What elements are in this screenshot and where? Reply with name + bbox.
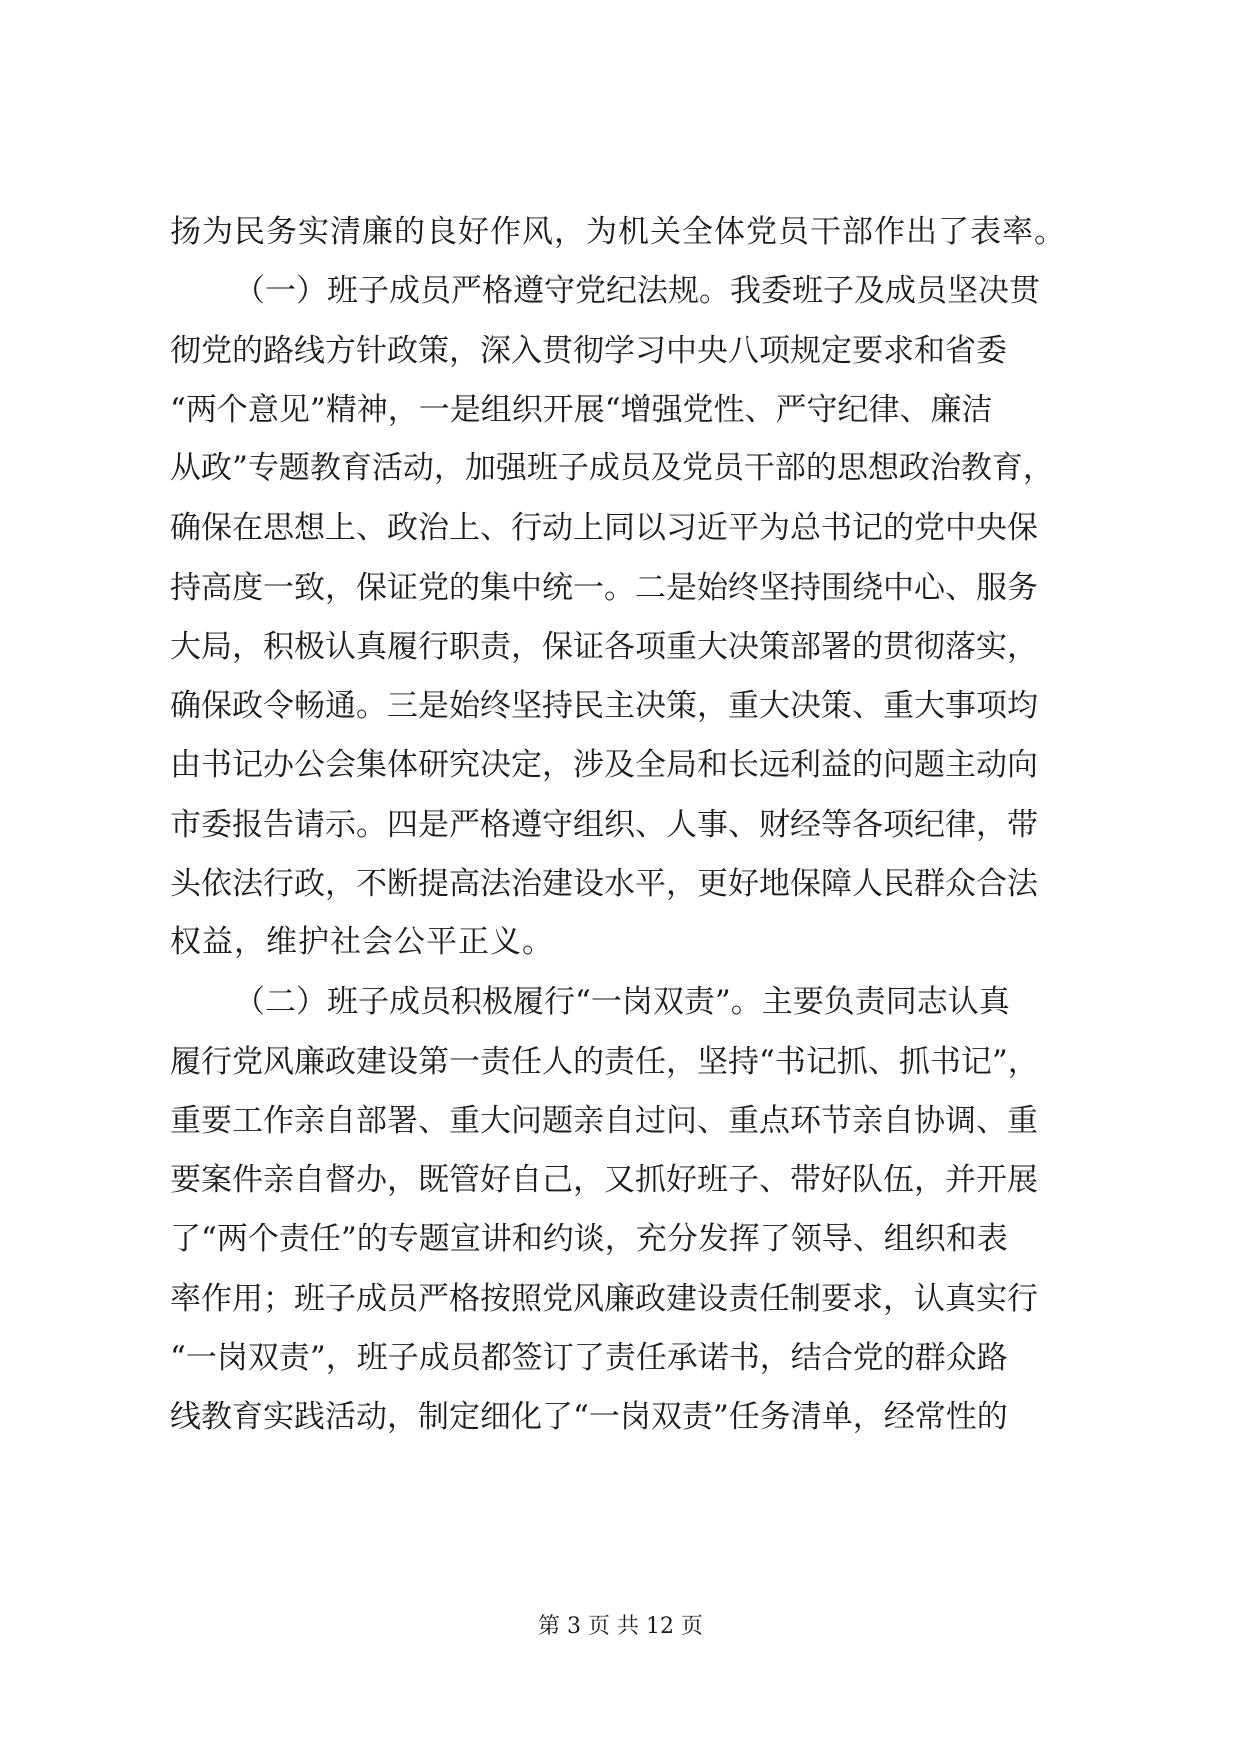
text-line: 了“两个责任”的专题宣讲和约谈，充分发挥了领导、组织和表 xyxy=(170,1221,1008,1257)
text-line: 要案件亲自督办，既管好自己，又抓好班子、带好队伍，并开展 xyxy=(170,1162,1038,1198)
paragraph-1-first-line: （一）班子成员严格遵守党纪法规。我委班子及成员坚决贯 xyxy=(234,273,1040,309)
text-line: 从政”专题教育活动，加强班子成员及党员干部的思想政治教育， xyxy=(170,450,1054,486)
text-line: “一岗双责”，班子成员都签订了责任承诺书，结合党的群众路 xyxy=(170,1340,1008,1376)
text-line: 市委报告请示。四是严格遵守组织、人事、财经等各项纪律，带 xyxy=(170,807,1038,843)
page-number-footer: 第 3 页 共 12 页 xyxy=(538,1614,703,1639)
text-line: 确保在思想上、政治上、行动上同以习近平为总书记的党中央保 xyxy=(170,510,1038,546)
text-line: 头依法行政，不断提高法治建设水平，更好地保障人民群众合法 xyxy=(170,866,1038,902)
text-line: 确保政令畅通。三是始终坚持民主决策，重大决策、重大事项均 xyxy=(170,688,1038,724)
paragraph-2-first-line: （二）班子成员积极履行“一岗双责”。主要负责同志认真 xyxy=(234,984,1010,1020)
text-line: 线教育实践活动，制定细化了“一岗双责”任务清单，经常性的 xyxy=(170,1399,1008,1435)
text-line: 持高度一致，保证党的集中统一。二是始终坚持围绕中心、服务 xyxy=(170,570,1038,606)
text-line: 扬为民务实清廉的良好作风，为机关全体党员干部作出了表率。 xyxy=(170,214,1066,250)
text-line: 率作用；班子成员严格按照党风廉政建设责任制要求，认真实行 xyxy=(170,1281,1038,1317)
text-line: 由书记办公会集体研究决定，涉及全局和长远利益的问题主动向 xyxy=(170,747,1038,783)
text-line: 权益，维护社会公平正义。 xyxy=(170,924,554,960)
text-line: 履行党风廉政建设第一责任人的责任，坚持“书记抓、抓书记”， xyxy=(170,1044,1039,1080)
text-line: 彻党的路线方针政策，深入贯彻学习中央八项规定要求和省委 xyxy=(170,333,1007,369)
text-line: “两个意见”精神，一是组织开展“增强党性、严守纪律、廉洁 xyxy=(170,392,993,428)
text-line: 重要工作亲自部署、重大问题亲自过问、重点环节亲自协调、重 xyxy=(170,1103,1038,1139)
text-line: 大局，积极认真履行职责，保证各项重大决策部署的贯彻落实， xyxy=(170,629,1038,665)
